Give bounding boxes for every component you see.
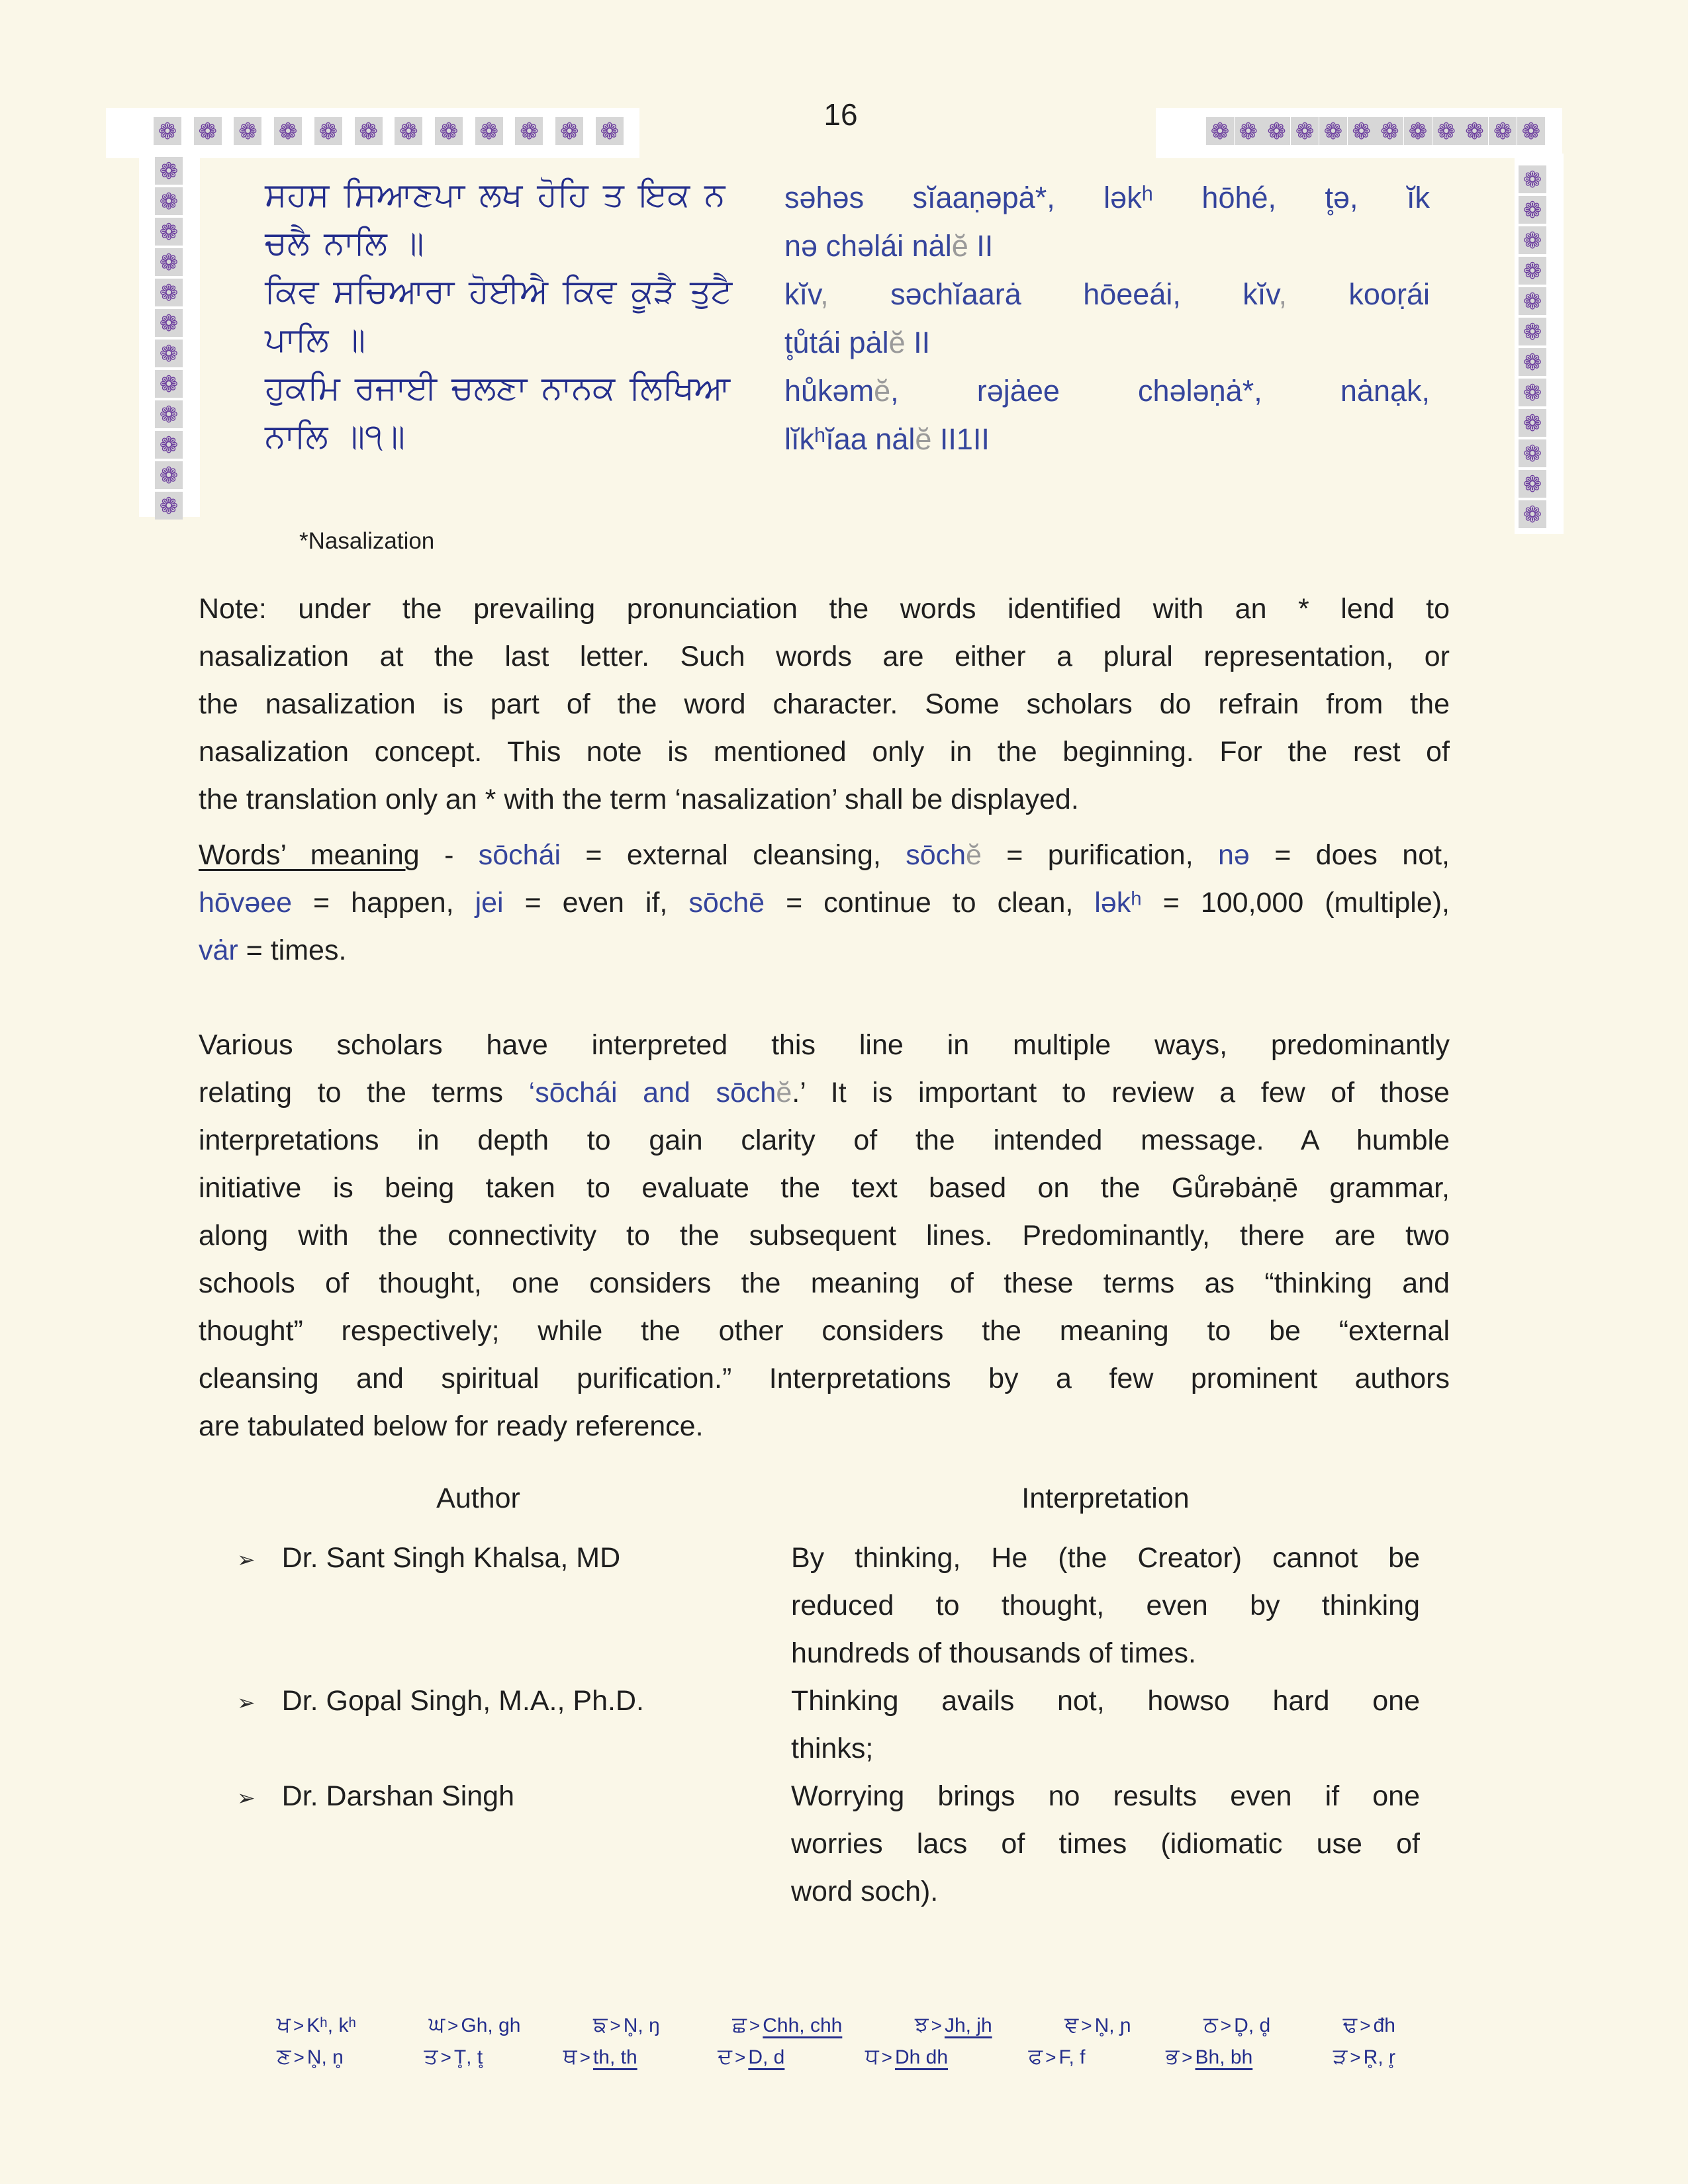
- discussion-line: initiative is being taken to evaluate the text based on the Gůrəbȧṇē grammar,: [199, 1172, 1450, 1204]
- flower-icon: ❁: [1517, 117, 1545, 145]
- flower-icon: ❁: [1235, 117, 1262, 145]
- author-row: [237, 1534, 780, 1584]
- flower-icon: ❁: [155, 370, 183, 398]
- text-segment: lĭkʰĭaa nȧl: [784, 422, 915, 456]
- legend-latin: đh: [1373, 2015, 1395, 2036]
- legend-separator: >: [1350, 2047, 1361, 2068]
- interpretation-text: [791, 1677, 1420, 1772]
- flower-icon: ❁: [1519, 379, 1546, 406]
- flower-icon: ❁: [194, 117, 222, 145]
- flower-icon: ❁: [1262, 117, 1290, 145]
- legend-latin: F, f: [1058, 2046, 1086, 2068]
- legend-gurmukhi-letter: ਞ: [1064, 2012, 1079, 2036]
- author-row: [237, 1772, 780, 1822]
- flower-icon: ❁: [1348, 117, 1376, 145]
- legend-gurmukhi-letter: ੜ: [1333, 2044, 1348, 2068]
- legend-item: [428, 2012, 520, 2038]
- gurmukhi-line: ਪਾਲਿ ॥: [265, 321, 366, 358]
- legend-separator: >: [1081, 2015, 1092, 2036]
- legend-gurmukhi-letter: ਣ: [277, 2044, 291, 2068]
- legend-latin: Chh, chh: [763, 2015, 843, 2036]
- interpretation-line: By thinking, He (the Creator) cannot be: [791, 1542, 1420, 1574]
- legend-separator: >: [579, 2047, 590, 2068]
- flower-icon: ❁: [1519, 165, 1546, 193]
- legend-item: [1333, 2044, 1395, 2070]
- text-segment: nə: [1218, 839, 1250, 871]
- flower-icon: ❁: [154, 117, 181, 145]
- flower-icon: ❁: [475, 117, 503, 145]
- flower-icon: ❁: [395, 117, 422, 145]
- text-segment: = external cleansing,: [561, 839, 906, 871]
- legend-gurmukhi-letter: ਢ: [1342, 2012, 1358, 2036]
- note-line: Note: under the prevailing pronunciation the words identified with an * lend to: [199, 593, 1450, 625]
- legend-latin: D̥, d̥: [1234, 2015, 1271, 2036]
- flower-icon: ❁: [155, 461, 183, 489]
- text-segment: II1II: [931, 422, 990, 456]
- legend-separator: >: [1045, 2047, 1056, 2068]
- legend-gurmukhi-letter: ਧ: [865, 2044, 879, 2068]
- text-segment: vȧr: [199, 934, 238, 966]
- flower-icon: ❁: [1432, 117, 1460, 145]
- legend-item: [1064, 2012, 1131, 2038]
- flower-icon: ❁: [1489, 117, 1517, 145]
- interpretation-line: reduced to thought, even by thinking: [791, 1590, 1420, 1621]
- flower-icon: ❁: [155, 400, 183, 428]
- text-segment: nə chəlái nȧl: [784, 229, 952, 263]
- flower-icon: ❁: [515, 117, 543, 145]
- note-line: nasalization concept. This note is mentioned only in the beginning. For the rest of: [199, 736, 1450, 768]
- transliteration-line: [784, 173, 1430, 222]
- flower-icon: ❁: [274, 117, 302, 145]
- flower-icon: ❁: [314, 117, 342, 145]
- legend-separator: >: [1182, 2047, 1193, 2068]
- legend-item: [1166, 2044, 1252, 2070]
- flower-icon: ❁: [355, 117, 383, 145]
- legend-gurmukhi-letter: ਦ: [718, 2044, 732, 2068]
- flower-icon: ❁: [155, 431, 183, 459]
- interpretation-text: [791, 1772, 1420, 1915]
- flower-icon: ❁: [155, 218, 183, 246]
- text-segment: -: [419, 839, 479, 871]
- text-segment: ,: [1278, 277, 1287, 311]
- text-segment: Words’ meaning: [199, 839, 420, 871]
- legend-item: [277, 2012, 356, 2038]
- flower-icon: ❁: [1519, 500, 1546, 528]
- gurmukhi-line: ਹੁਕਮਿ ਰਜਾਈ ਚਲਣਾ ਨਾਨਕ ਲਿਖਿਆ: [265, 369, 731, 406]
- legend-row: [277, 2012, 1395, 2044]
- flower-icon: ❁: [1519, 287, 1546, 315]
- author-name: Dr. Sant Singh Khalsa, MD: [281, 1542, 621, 1574]
- note-paragraph: [199, 585, 1450, 823]
- words-meaning-paragraph: [199, 831, 1450, 974]
- flower-icon: ❁: [1519, 257, 1546, 285]
- discussion-line: schools of thought, one considers the meaning of these terms as “thinking and: [199, 1267, 1450, 1299]
- arrow-bullet-icon: ➢: [237, 1547, 256, 1572]
- interpretation-line: worries lacs of times (idiomatic use of: [791, 1828, 1420, 1860]
- text-segment: ĕ: [966, 839, 982, 871]
- transliteration-line: [784, 415, 1430, 463]
- legend-separator: >: [1220, 2015, 1232, 2036]
- flower-icon: ❁: [1519, 348, 1546, 376]
- flower-icon: ❁: [1519, 196, 1546, 224]
- legend-separator: >: [440, 2047, 451, 2068]
- legend-latin: N̥, ŋ: [623, 2015, 660, 2036]
- legend-separator: >: [293, 2047, 305, 2068]
- legend-gurmukhi-letter: ਤ: [424, 2044, 438, 2068]
- author-name: Dr. Gopal Singh, M.A., Ph.D.: [281, 1685, 644, 1717]
- legend-latin: Jh, jh: [944, 2015, 992, 2036]
- flower-icon: ❁: [1319, 117, 1347, 145]
- text-segment: ĕ: [915, 422, 932, 456]
- text-segment: ĕ: [888, 326, 906, 359]
- flower-icon: ❁: [1291, 117, 1319, 145]
- legend-separator: >: [749, 2015, 761, 2036]
- legend-latin: Gh, gh: [461, 2015, 521, 2036]
- discussion-line: [199, 1069, 1450, 1116]
- legend-separator: >: [931, 2015, 942, 2036]
- words-meaning-line: [199, 831, 1450, 879]
- text-segment: = 100,000 (multiple),: [1141, 887, 1450, 919]
- discussion-paragraph: [199, 1021, 1450, 1450]
- author-row: [237, 1677, 780, 1727]
- text-segment: = times.: [238, 934, 347, 966]
- text-segment: = happen,: [292, 887, 475, 919]
- text-segment: = purification,: [981, 839, 1219, 871]
- page-number: 16: [823, 97, 858, 132]
- text-segment: , rəjȧee chələṇȧ*, nȧnạk,: [890, 374, 1430, 408]
- gurmukhi-line: ਨਾਲਿ ॥੧॥: [265, 418, 405, 455]
- legend-latin: th, th: [592, 2046, 637, 2068]
- flower-icon: ❁: [155, 340, 183, 367]
- words-meaning-line: [199, 879, 1450, 927]
- legend-separator: >: [610, 2015, 621, 2036]
- gurmukhi-line: ਕਿਵ ਸਚਿਆਰਾ ਹੋਈਐ ਕਿਵ ਕੂੜੈ ਤੁਟੈ: [265, 273, 733, 310]
- flower-icon: ❁: [155, 187, 183, 215]
- discussion-line: cleansing and spiritual purification.” Interpretations by a few prominent authors: [199, 1363, 1450, 1394]
- flower-icon: ❁: [155, 309, 183, 337]
- legend-separator: >: [1360, 2015, 1371, 2036]
- side-border-right: [1519, 165, 1546, 528]
- text-segment: = continue to clean,: [765, 887, 1095, 919]
- flower-icon: ❁: [1460, 117, 1488, 145]
- flower-icon: ❁: [596, 117, 624, 145]
- legend-gurmukhi-letter: ਙ: [592, 2012, 608, 2036]
- legend-item: [424, 2044, 483, 2070]
- text-segment: ĕ: [951, 229, 968, 263]
- legend-separator: >: [881, 2047, 892, 2068]
- legend-gurmukhi-letter: ਭ: [1165, 2044, 1180, 2068]
- text-segment: sōch: [906, 839, 966, 871]
- legend-item: [1203, 2012, 1270, 2038]
- text-segment: sōchē: [688, 887, 765, 919]
- discussion-line: Various scholars have interpreted this line in multiple ways, predominantly: [199, 1029, 1450, 1061]
- flower-icon: ❁: [1206, 117, 1234, 145]
- transliteration-line: [784, 270, 1430, 318]
- legend-item: [593, 2012, 660, 2038]
- interpretation-line: hundreds of thousands of times.: [791, 1637, 1196, 1669]
- legend-item: [1343, 2012, 1395, 2038]
- legend-row: [277, 2044, 1395, 2075]
- legend-latin: Bh, bh: [1195, 2046, 1253, 2068]
- text-segment: = does not,: [1249, 839, 1450, 871]
- legend-gurmukhi-letter: ਖ: [277, 2012, 291, 2036]
- text-segment: hůkəm: [784, 374, 874, 408]
- table-header-interpretation: Interpretation: [1021, 1482, 1190, 1514]
- verse-gurmukhi: [265, 171, 794, 461]
- gurmukhi-line: ਸਹਸ ਸਿਆਣਪਾ ਲਖ ਹੋਹਿ ਤ ਇਕ ਨ: [265, 176, 726, 213]
- legend-latin: T̥, t̥: [453, 2046, 483, 2068]
- flower-icon: ❁: [1404, 117, 1432, 145]
- interpretation-text: [791, 1534, 1420, 1677]
- text-segment: ĕ: [776, 1077, 792, 1109]
- legend-latin: Kʰ, kʰ: [306, 2015, 356, 2036]
- legend-gurmukhi-letter: ਥ: [563, 2044, 577, 2068]
- legend-gurmukhi-letter: ਠ: [1203, 2012, 1218, 2036]
- legend-latin: Dh dh: [895, 2046, 949, 2068]
- discussion-line: are tabulated below for ready reference.: [199, 1410, 704, 1442]
- text-segment: relating to the terms: [199, 1077, 529, 1109]
- legend-item: [718, 2044, 784, 2070]
- flower-icon: ❁: [155, 248, 183, 276]
- text-segment: səchĭaarȧ hōeeái, kĭv: [828, 277, 1279, 311]
- note-line: the nasalization is part of the word character. Some scholars do refrain from the: [199, 688, 1450, 720]
- nasalization-footnote: *Nasalization: [299, 528, 435, 554]
- transliteration-line: [784, 222, 1430, 270]
- legend-gurmukhi-letter: ਝ: [914, 2012, 929, 2036]
- top-border-left: [154, 117, 624, 145]
- arrow-bullet-icon: ➢: [237, 1690, 256, 1715]
- legend-gurmukhi-letter: ਫ: [1028, 2044, 1043, 2068]
- legend-separator: >: [734, 2047, 746, 2068]
- text-segment: = even if,: [503, 887, 689, 919]
- text-segment: səhəs sĭaaṇəpȧ*, ləkʰ hōhé, t̥ə, ĭk: [784, 181, 1430, 214]
- table-header-author: Author: [436, 1482, 520, 1514]
- legend-latin: N̥, n̥: [306, 2046, 344, 2068]
- flower-icon: ❁: [1519, 439, 1546, 467]
- verse-transliteration: [784, 173, 1430, 463]
- legend-latin: N̥, ɲ: [1094, 2015, 1131, 2036]
- discussion-line: along with the connectivity to the subsequent lines. Predominantly, there are two: [199, 1220, 1450, 1251]
- flower-icon: ❁: [155, 279, 183, 306]
- legend-item: [563, 2044, 637, 2070]
- interpretation-line: word soch).: [791, 1876, 939, 1907]
- text-segment: ləkʰ: [1094, 887, 1142, 919]
- discussion-line: interpretations in depth to gain clarity of the intended message. A humble: [199, 1124, 1450, 1156]
- arrow-bullet-icon: ➢: [237, 1786, 256, 1810]
- text-segment: kĭv: [784, 277, 821, 311]
- text-segment: II: [905, 326, 931, 359]
- interpretation-line: Thinking avails not, howso hard one: [791, 1685, 1420, 1717]
- text-segment: jei: [475, 887, 504, 919]
- text-segment: hōvəee: [199, 887, 293, 919]
- flower-icon: ❁: [435, 117, 463, 145]
- flower-icon: ❁: [155, 157, 183, 185]
- text-segment: II: [968, 229, 994, 263]
- flower-icon: ❁: [1519, 226, 1546, 254]
- flower-icon: ❁: [155, 492, 183, 520]
- legend-item: [915, 2012, 992, 2038]
- author-name: Dr. Darshan Singh: [281, 1780, 515, 1812]
- legend-item: [1029, 2044, 1086, 2070]
- flower-icon: ❁: [555, 117, 583, 145]
- flower-icon: ❁: [1519, 318, 1546, 345]
- legend-separator: >: [293, 2015, 305, 2036]
- flower-icon: ❁: [234, 117, 261, 145]
- legend-latin: D, d: [748, 2046, 785, 2068]
- gurmukhi-line: ਚਲੈ ਨਾਲਿ ॥: [265, 224, 424, 261]
- note-line: the translation only an * with the term ‘nasalization’ shall be displayed.: [199, 784, 1079, 815]
- text-segment: .’ It is important to review a few of those: [792, 1077, 1450, 1109]
- text-segment: ‘sōchái and sōch: [528, 1077, 776, 1109]
- legend-gurmukhi-letter: ਘ: [428, 2012, 445, 2036]
- transliteration-legend: [277, 2012, 1395, 2075]
- text-segment: kooṛái: [1286, 277, 1430, 311]
- text-segment: t̥ůtái pȧl: [784, 326, 889, 359]
- text-segment: ,: [820, 277, 829, 311]
- legend-latin: R̥, r̥: [1363, 2046, 1395, 2068]
- discussion-line: thought” respectively; while the other considers the meaning to be “external: [199, 1315, 1450, 1347]
- flower-icon: ❁: [1519, 470, 1546, 498]
- flower-icon: ❁: [1519, 409, 1546, 437]
- legend-separator: >: [447, 2015, 459, 2036]
- note-line: nasalization at the last letter. Such words are either a plural representation, or: [199, 641, 1450, 672]
- flower-icon: ❁: [1376, 117, 1403, 145]
- transliteration-line: [784, 318, 1430, 367]
- text-segment: ĕ: [874, 374, 891, 408]
- legend-item: [732, 2012, 842, 2038]
- text-segment: sōchái: [478, 839, 561, 871]
- legend-gurmukhi-letter: ਛ: [732, 2012, 747, 2036]
- legend-item: [865, 2044, 948, 2070]
- interpretation-line: thinks;: [791, 1733, 874, 1764]
- side-border-left: [155, 157, 183, 520]
- legend-item: [277, 2044, 344, 2070]
- words-meaning-line: [199, 927, 1450, 974]
- transliteration-line: [784, 367, 1430, 415]
- interpretation-line: Worrying brings no results even if one: [791, 1780, 1420, 1812]
- top-border-right: [1206, 117, 1545, 145]
